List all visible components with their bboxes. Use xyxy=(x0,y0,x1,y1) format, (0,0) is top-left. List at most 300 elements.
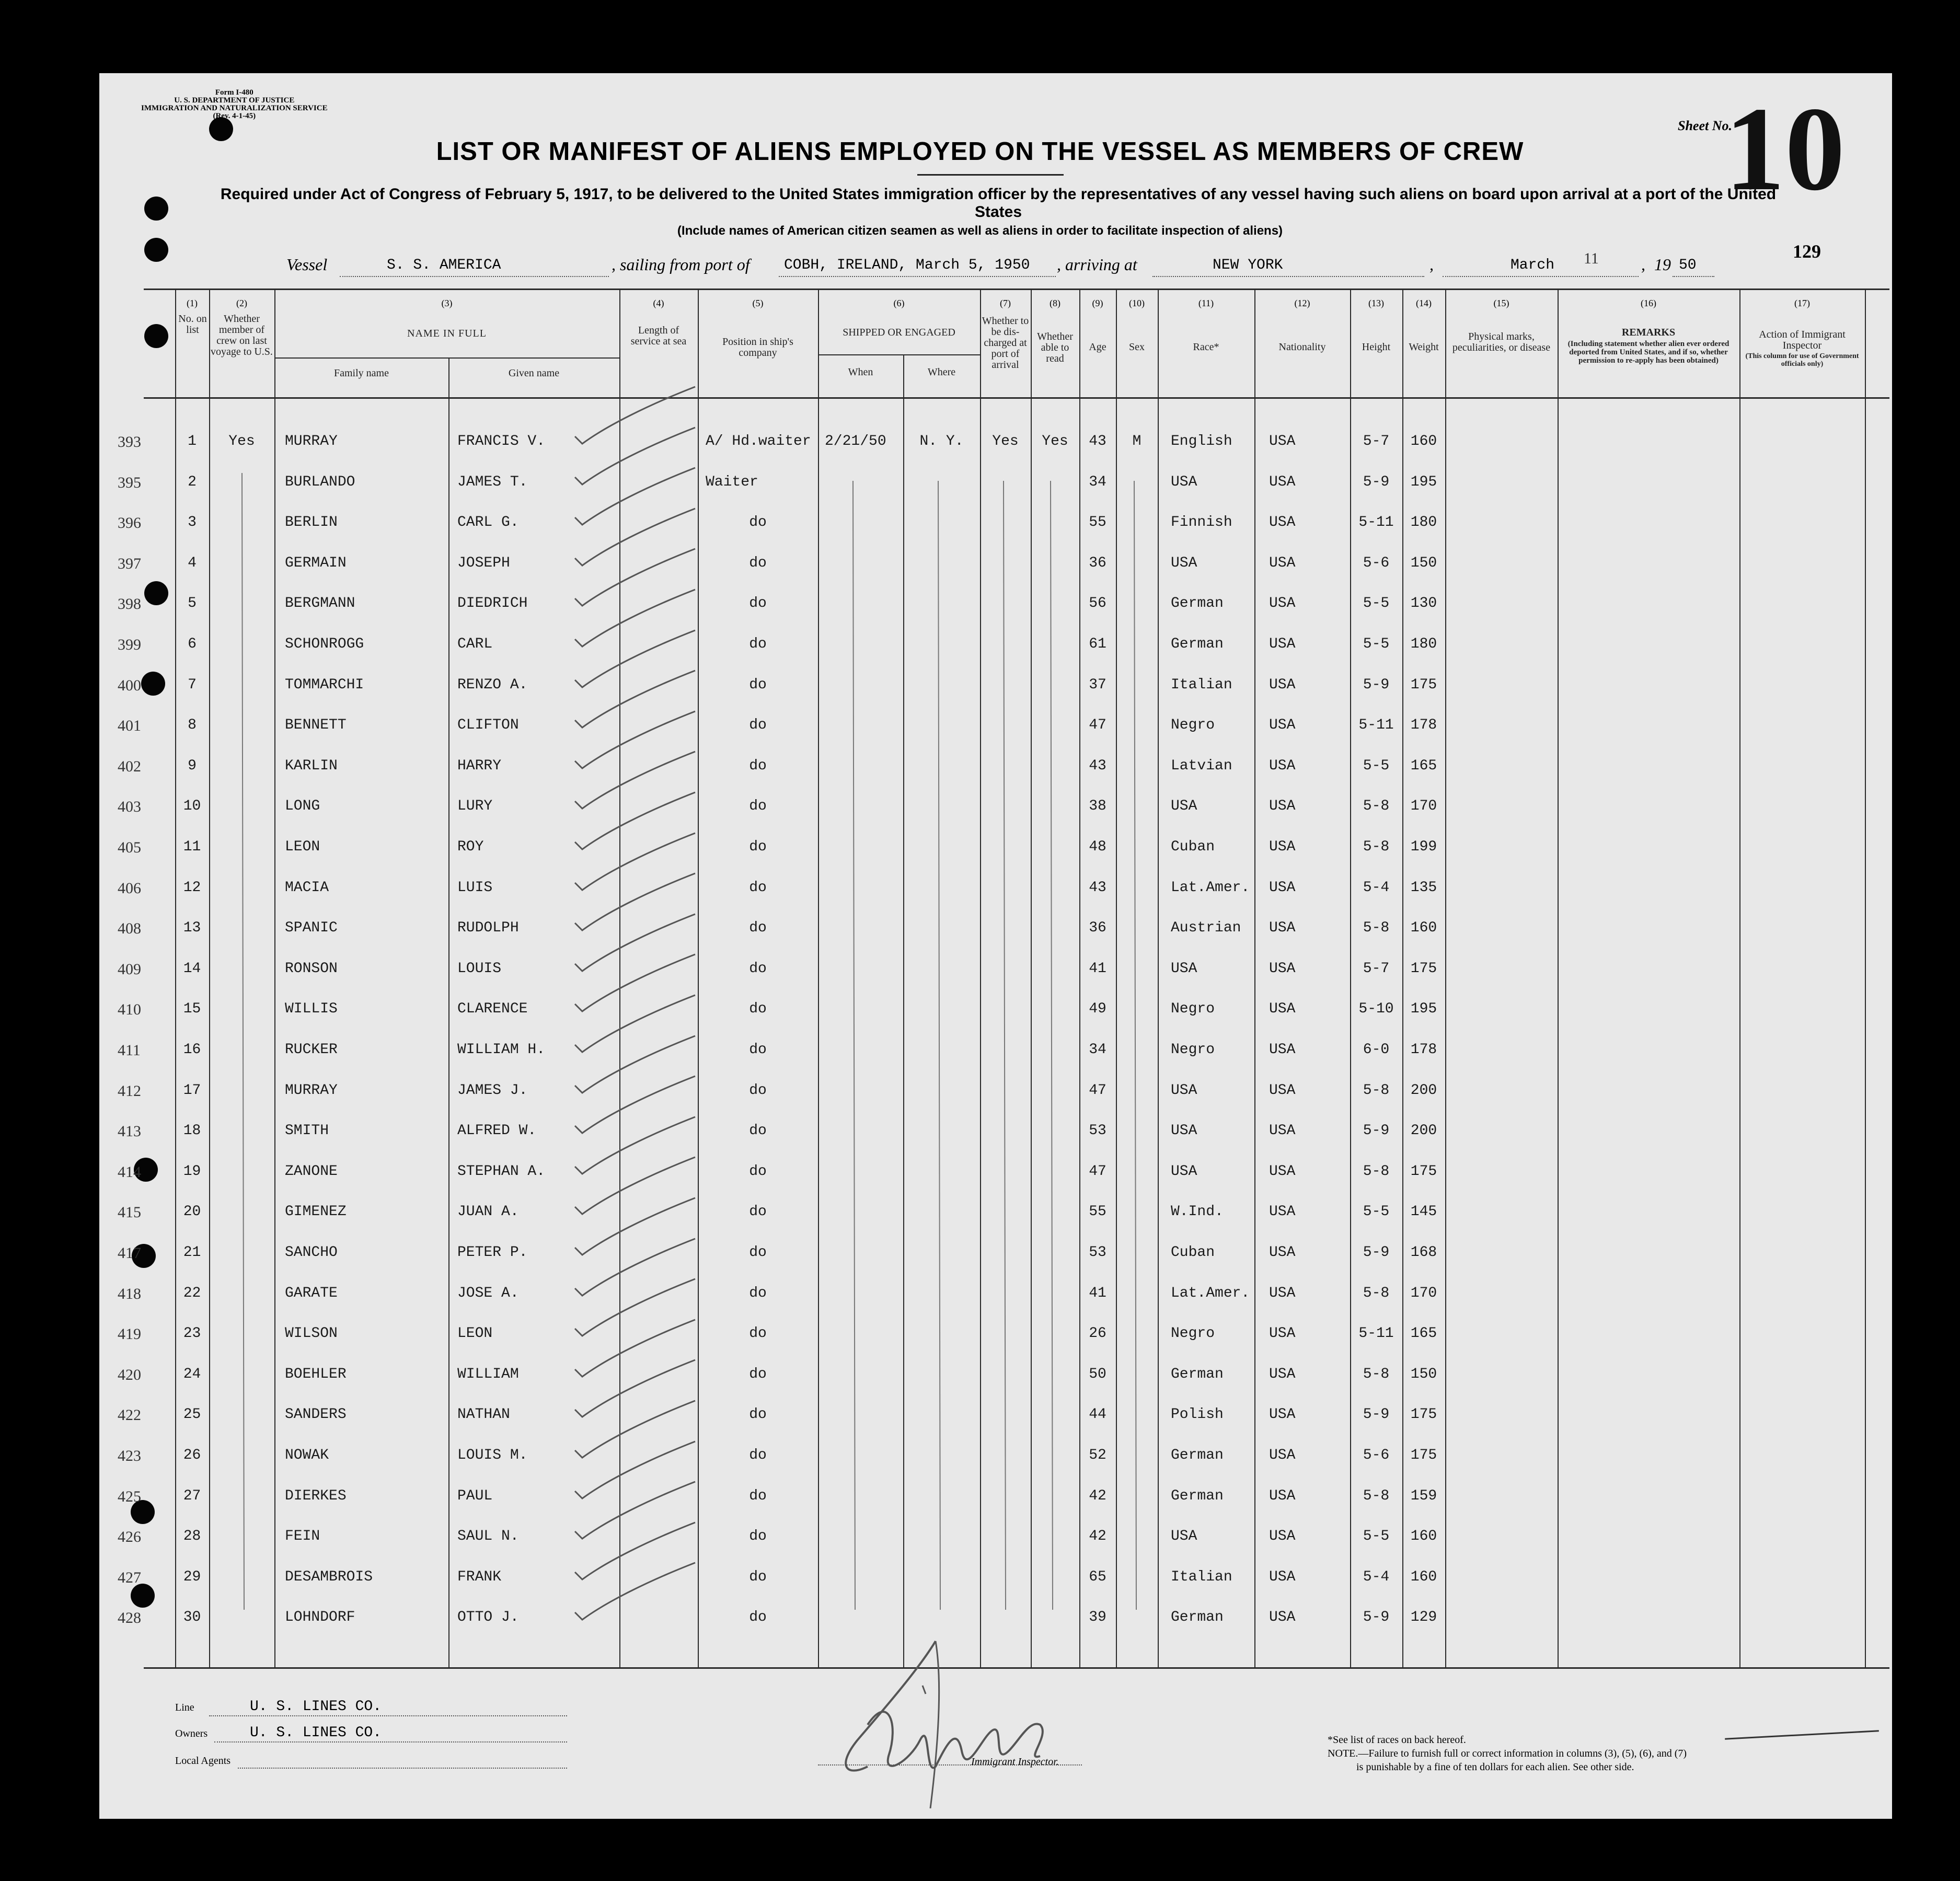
col-head-race: Race* xyxy=(1193,341,1219,353)
row-age: 55 xyxy=(1089,1204,1106,1220)
row-height: 5-9 xyxy=(1363,1244,1390,1261)
row-number: 4 xyxy=(188,555,197,571)
col-num-6: (6) xyxy=(893,298,905,308)
row-nationality: USA xyxy=(1269,677,1296,693)
row-position: do xyxy=(749,514,767,530)
col-head-service: Length of service at sea xyxy=(630,325,687,347)
sailing-port: COBH, IRELAND, March 5, 1950 xyxy=(784,257,1030,273)
row-height: 5-8 xyxy=(1363,1082,1390,1099)
row-given-name: WILLIAM H. xyxy=(457,1042,546,1058)
row-race: Negro xyxy=(1171,1325,1215,1342)
row-nationality: USA xyxy=(1269,961,1296,977)
col-head-age: Age xyxy=(1089,341,1106,353)
row-weight: 150 xyxy=(1410,555,1437,571)
row-position: do xyxy=(749,1488,767,1504)
page-title: LIST OR MANIFEST OF ALIENS EMPLOYED ON THE VESSEL AS MEMBERS OF CREW xyxy=(436,137,1524,166)
row-age: 61 xyxy=(1089,636,1106,652)
row-nationality: USA xyxy=(1269,839,1296,855)
row-given-name: PETER P. xyxy=(457,1244,528,1261)
row-height: 5-11 xyxy=(1358,514,1394,530)
row-family-name: MACIA xyxy=(285,880,329,896)
row-family-name: DESAMBROIS xyxy=(285,1569,373,1585)
arriving-label: , arriving at xyxy=(1057,255,1137,274)
footer-line-label: Line xyxy=(175,1702,194,1713)
row-height: 5-8 xyxy=(1363,839,1390,855)
row-given-name: LEON xyxy=(457,1325,493,1342)
row-height: 5-5 xyxy=(1363,1204,1390,1220)
col-head-family-name: Family name xyxy=(334,367,389,379)
row-family-name: SCHONROGG xyxy=(285,636,364,652)
row-nationality: USA xyxy=(1269,1082,1296,1099)
row-age: 38 xyxy=(1089,798,1106,814)
row-family-name: SPANIC xyxy=(285,920,338,936)
row-weight: 165 xyxy=(1410,1325,1437,1342)
row-position: do xyxy=(749,1325,767,1342)
col-head-height: Height xyxy=(1362,341,1391,353)
row-given-name: NATHAN xyxy=(457,1406,510,1423)
row-nationality: USA xyxy=(1269,1488,1296,1504)
col-head-read: Whether able to read xyxy=(1037,331,1073,364)
row-age: 56 xyxy=(1089,595,1106,611)
row-height: 5-11 xyxy=(1358,1325,1394,1342)
row-race: German xyxy=(1171,636,1224,652)
row-weight: 178 xyxy=(1410,717,1437,733)
row-number: 8 xyxy=(188,717,197,733)
row-position: do xyxy=(749,1042,767,1058)
col-head-given-name: Given name xyxy=(508,367,560,379)
footer-line-rule xyxy=(209,1715,567,1716)
row-number: 29 xyxy=(183,1569,201,1585)
row-margin-number: 395 xyxy=(118,474,141,491)
row-race: German xyxy=(1171,595,1224,611)
row-age: 49 xyxy=(1089,1001,1106,1017)
row-race: Cuban xyxy=(1171,1244,1215,1261)
row-race: Austrian xyxy=(1171,920,1241,936)
row-weight: 160 xyxy=(1410,1528,1437,1544)
row-age: 47 xyxy=(1089,1082,1106,1099)
row-margin-number: 401 xyxy=(118,717,141,734)
col-head-no: No. on list xyxy=(178,313,207,336)
row-nationality: USA xyxy=(1269,1569,1296,1585)
row-given-name: PAUL xyxy=(457,1488,493,1504)
row-height: 5-5 xyxy=(1363,1528,1390,1544)
row-height: 5-5 xyxy=(1363,595,1390,611)
row-age: 39 xyxy=(1089,1609,1106,1625)
row-given-name: JAMES T. xyxy=(457,474,528,490)
row-height: 5-8 xyxy=(1363,1285,1390,1301)
row-weight: 145 xyxy=(1410,1204,1437,1220)
row-position: do xyxy=(749,677,767,693)
col-head-discharged: Whether to be dis-charged at port of arrival xyxy=(982,315,1029,371)
row-margin-number: 414 xyxy=(118,1163,141,1181)
row-height: 5-4 xyxy=(1363,1569,1390,1585)
row-weight: 180 xyxy=(1410,514,1437,530)
row-height: 5-7 xyxy=(1363,433,1390,449)
row-number: 23 xyxy=(183,1325,201,1342)
row-number: 11 xyxy=(183,839,201,855)
row-nationality: USA xyxy=(1269,1609,1296,1625)
row-height: 5-8 xyxy=(1363,1163,1390,1180)
row-number: 20 xyxy=(183,1204,201,1220)
row-height: 5-8 xyxy=(1363,798,1390,814)
row-race: Lat.Amer. xyxy=(1171,1285,1250,1301)
row-number: 14 xyxy=(183,961,201,977)
row-age: 53 xyxy=(1089,1123,1106,1139)
row-family-name: BENNETT xyxy=(285,717,347,733)
row-number: 27 xyxy=(183,1488,201,1504)
col-head-shipped: SHIPPED OR ENGAGED xyxy=(843,327,955,338)
row-margin-number: 420 xyxy=(118,1366,141,1383)
row-given-name: ROY xyxy=(457,839,484,855)
row-given-name: LUIS xyxy=(457,880,493,896)
col-num-2: (2) xyxy=(236,298,247,308)
col-num-17: (17) xyxy=(1794,298,1810,308)
row-nationality: USA xyxy=(1269,758,1296,774)
row-nationality: USA xyxy=(1269,798,1296,814)
row-number: 9 xyxy=(188,758,197,774)
vessel-name: S. S. AMERICA xyxy=(387,257,501,273)
col-num-14: (14) xyxy=(1416,298,1432,308)
row-given-name: FRANCIS V. xyxy=(457,433,546,449)
row-nationality: USA xyxy=(1269,1406,1296,1423)
row-margin-number: 399 xyxy=(118,636,141,653)
row-age: 36 xyxy=(1089,555,1106,571)
row-age: 41 xyxy=(1089,961,1106,977)
row-nationality: USA xyxy=(1269,880,1296,896)
row-age: 53 xyxy=(1089,1244,1106,1261)
row-number: 22 xyxy=(183,1285,201,1301)
row-given-name: DIEDRICH xyxy=(457,595,528,611)
row-family-name: GERMAIN xyxy=(285,555,347,571)
form-revision: (Rev. 4-1-45) xyxy=(213,112,256,120)
row-position: do xyxy=(749,920,767,936)
row-number: 16 xyxy=(183,1042,201,1058)
row-margin-number: 423 xyxy=(118,1447,141,1464)
sheet-label: Sheet No. xyxy=(1678,118,1732,133)
row-position: do xyxy=(749,555,767,571)
row-race: Polish xyxy=(1171,1406,1224,1423)
row-age: 26 xyxy=(1089,1325,1106,1342)
row-weight: 160 xyxy=(1410,920,1437,936)
row-margin-number: 415 xyxy=(118,1204,141,1221)
vessel-label: Vessel xyxy=(286,255,328,274)
row-weight: 170 xyxy=(1410,1285,1437,1301)
form-service: IMMIGRATION AND NATURALIZATION SERVICE xyxy=(141,104,328,112)
row-position: do xyxy=(749,1082,767,1099)
row-position: do xyxy=(749,758,767,774)
row-weight: 175 xyxy=(1410,677,1437,693)
footer-note-races: *See list of races on back hereof. xyxy=(1328,1734,1466,1746)
row-given-name: RENZO A. xyxy=(457,677,528,693)
row-weight: 160 xyxy=(1410,433,1437,449)
arrival-year-prefix: 19 xyxy=(1654,255,1671,274)
row-weight: 135 xyxy=(1410,880,1437,896)
row-nationality: USA xyxy=(1269,1204,1296,1220)
row-nationality: USA xyxy=(1269,595,1296,611)
row-position: do xyxy=(749,636,767,652)
row-height: 5-10 xyxy=(1358,1001,1394,1017)
row-given-name: ALFRED W. xyxy=(457,1123,537,1139)
row-race: Latvian xyxy=(1171,758,1232,774)
row-age: 47 xyxy=(1089,717,1106,733)
row-number: 21 xyxy=(183,1244,201,1261)
row-margin-number: 397 xyxy=(118,555,141,572)
col-head-action-note: (This column for use of Government officials only) xyxy=(1745,352,1859,368)
row-height: 5-11 xyxy=(1358,717,1394,733)
row-number: 15 xyxy=(183,1001,201,1017)
col-num-5: (5) xyxy=(752,298,764,308)
row-given-name: SAUL N. xyxy=(457,1528,519,1544)
row-position: do xyxy=(749,717,767,733)
row-nationality: USA xyxy=(1269,514,1296,530)
row-family-name: BURLANDO xyxy=(285,474,355,490)
row-number: 12 xyxy=(183,880,201,896)
row-nationality: USA xyxy=(1269,717,1296,733)
row-margin-number: 409 xyxy=(118,961,141,978)
row-weight: 150 xyxy=(1410,1366,1437,1382)
col-num-16: (16) xyxy=(1641,298,1656,308)
row-height: 5-8 xyxy=(1363,1488,1390,1504)
row-weight: 160 xyxy=(1410,1569,1437,1585)
col-num-9: (9) xyxy=(1092,298,1103,308)
row-height: 5-9 xyxy=(1363,474,1390,490)
row-given-name: LURY xyxy=(457,798,493,814)
row-position: do xyxy=(749,839,767,855)
row-race: German xyxy=(1171,1447,1224,1463)
row-race: Negro xyxy=(1171,1001,1215,1017)
row-age: 37 xyxy=(1089,677,1106,693)
row-weight: 168 xyxy=(1410,1244,1437,1261)
col-head-weight: Weight xyxy=(1409,341,1439,353)
row-number: 30 xyxy=(183,1609,201,1625)
row-nationality: USA xyxy=(1269,1366,1296,1382)
row-weight: 199 xyxy=(1410,839,1437,855)
row-position: do xyxy=(749,595,767,611)
col-head-position: Position in ship's company xyxy=(722,336,793,359)
row-family-name: WILSON xyxy=(285,1325,338,1342)
row-number: 1 xyxy=(188,433,197,449)
row-age: 42 xyxy=(1089,1488,1106,1504)
row-margin-number: 412 xyxy=(118,1082,141,1100)
row-given-name: STEPHAN A. xyxy=(457,1163,546,1180)
sheet-number: 10 xyxy=(1725,82,1845,215)
row-position: do xyxy=(749,1285,767,1301)
col-head-nationality: Nationality xyxy=(1278,341,1326,353)
row-age: 36 xyxy=(1089,920,1106,936)
row-family-name: GARATE xyxy=(285,1285,338,1301)
row-nationality: USA xyxy=(1269,920,1296,936)
row-family-name: RUCKER xyxy=(285,1042,338,1058)
row-nationality: USA xyxy=(1269,1285,1296,1301)
row-race: Finnish xyxy=(1171,514,1232,530)
row-race: USA xyxy=(1171,555,1197,571)
row-margin-number: 425 xyxy=(118,1488,141,1505)
col-num-15: (15) xyxy=(1493,298,1509,308)
row-position: do xyxy=(749,1123,767,1139)
row-height: 5-5 xyxy=(1363,758,1390,774)
row-number: 2 xyxy=(188,474,197,490)
row-height: 5-6 xyxy=(1363,555,1390,571)
row-family-name: RONSON xyxy=(285,961,338,977)
ditto-stroke xyxy=(1004,481,1006,1610)
row-weight: 165 xyxy=(1410,758,1437,774)
ditto-stroke xyxy=(1134,481,1136,1610)
row-nationality: USA xyxy=(1269,1528,1296,1544)
row-number: 5 xyxy=(188,595,197,611)
row-nationality: USA xyxy=(1269,1163,1296,1180)
row-race: USA xyxy=(1171,474,1197,490)
row-weight: 159 xyxy=(1410,1488,1437,1504)
row-family-name: BOEHLER xyxy=(285,1366,347,1382)
row-position: A/ Hd.waiter xyxy=(706,433,811,449)
col-num-7: (7) xyxy=(1000,298,1011,308)
row-race: Italian xyxy=(1171,1569,1232,1585)
row-family-name: GIMENEZ xyxy=(285,1204,347,1220)
row-margin-number: 408 xyxy=(118,920,141,937)
row-position: do xyxy=(749,1406,767,1423)
row-discharged: Yes xyxy=(992,433,1019,449)
row-weight: 175 xyxy=(1410,961,1437,977)
footer-owners-value: U. S. LINES CO. xyxy=(250,1725,382,1741)
row-age: 34 xyxy=(1089,1042,1106,1058)
row-number: 24 xyxy=(183,1366,201,1382)
row-family-name: TOMMARCHI xyxy=(285,677,364,693)
ditto-stroke xyxy=(1051,481,1053,1610)
row-given-name: JOSEPH xyxy=(457,555,510,571)
row-family-name: SMITH xyxy=(285,1123,329,1139)
row-family-name: LONG xyxy=(285,798,320,814)
row-age: 43 xyxy=(1089,433,1106,449)
row-margin-number: 422 xyxy=(118,1406,141,1424)
row-number: 17 xyxy=(183,1082,201,1099)
row-margin-number: 410 xyxy=(118,1001,141,1018)
row-family-name: NOWAK xyxy=(285,1447,329,1463)
form-number: Form I-480 xyxy=(215,88,253,97)
row-nationality: USA xyxy=(1269,1123,1296,1139)
row-height: 5-4 xyxy=(1363,880,1390,896)
row-sex: M xyxy=(1132,433,1142,449)
row-race: USA xyxy=(1171,1082,1197,1099)
row-nationality: USA xyxy=(1269,636,1296,652)
row-number: 7 xyxy=(188,677,197,693)
row-given-name: LOUIS xyxy=(457,961,502,977)
row-family-name: BERLIN xyxy=(285,514,338,530)
col-num-8: (8) xyxy=(1050,298,1060,308)
row-race: German xyxy=(1171,1609,1224,1625)
row-height: 5-6 xyxy=(1363,1447,1390,1463)
row-age: 55 xyxy=(1089,514,1106,530)
row-race: Negro xyxy=(1171,717,1215,733)
row-family-name: MURRAY xyxy=(285,433,338,449)
row-position: do xyxy=(749,798,767,814)
row-family-name: MURRAY xyxy=(285,1082,338,1099)
row-given-name: CLARENCE xyxy=(457,1001,528,1017)
row-position: do xyxy=(749,1447,767,1463)
ditto-stroke xyxy=(938,481,940,1610)
row-position: do xyxy=(749,1001,767,1017)
row-weight: 175 xyxy=(1410,1406,1437,1423)
page-code: 129 xyxy=(1793,241,1821,262)
footer-owners-label: Owners xyxy=(175,1728,208,1739)
row-age: 47 xyxy=(1089,1163,1106,1180)
row-weight: 200 xyxy=(1410,1123,1437,1139)
row-given-name: JUAN A. xyxy=(457,1204,519,1220)
row-margin-number: 402 xyxy=(118,758,141,775)
row-height: 5-7 xyxy=(1363,961,1390,977)
row-race: Italian xyxy=(1171,677,1232,693)
arrival-month: March xyxy=(1511,257,1555,273)
row-margin-number: 393 xyxy=(118,433,141,451)
row-number: 26 xyxy=(183,1447,201,1463)
row-weight: 175 xyxy=(1410,1163,1437,1180)
row-age: 41 xyxy=(1089,1285,1106,1301)
row-weight: 130 xyxy=(1410,595,1437,611)
row-number: 19 xyxy=(183,1163,201,1180)
row-height: 6-0 xyxy=(1363,1042,1390,1058)
row-shipped-where: N. Y. xyxy=(919,433,964,449)
row-margin-number: 428 xyxy=(118,1609,141,1626)
row-age: 44 xyxy=(1089,1406,1106,1423)
row-race: USA xyxy=(1171,798,1197,814)
row-position: do xyxy=(749,961,767,977)
row-number: 13 xyxy=(183,920,201,936)
row-height: 5-9 xyxy=(1363,1123,1390,1139)
col-head-remarks: REMARKS xyxy=(1621,327,1676,338)
row-position: Waiter xyxy=(706,474,758,490)
row-weight: 195 xyxy=(1410,1001,1437,1017)
row-position: do xyxy=(749,1609,767,1625)
col-head-where: Where xyxy=(927,366,956,378)
row-position: do xyxy=(749,1204,767,1220)
row-family-name: KARLIN xyxy=(285,758,338,774)
row-number: 10 xyxy=(183,798,201,814)
row-height: 5-5 xyxy=(1363,636,1390,652)
row-age: 34 xyxy=(1089,474,1106,490)
row-number: 3 xyxy=(188,514,197,530)
row-position: do xyxy=(749,1244,767,1261)
row-family-name: WILLIS xyxy=(285,1001,338,1017)
row-age: 43 xyxy=(1089,758,1106,774)
arrival-day: 11 xyxy=(1584,250,1599,267)
row-weight: 170 xyxy=(1410,798,1437,814)
row-given-name: CARL G. xyxy=(457,514,519,530)
row-age: 52 xyxy=(1089,1447,1106,1463)
row-margin-number: 405 xyxy=(118,839,141,856)
row-weight: 200 xyxy=(1410,1082,1437,1099)
ditto-stroke xyxy=(853,481,855,1610)
row-nationality: USA xyxy=(1269,1325,1296,1342)
row-race: Lat.Amer. xyxy=(1171,880,1250,896)
col-num-4: (4) xyxy=(653,298,664,308)
row-position: do xyxy=(749,1163,767,1180)
row-age: 43 xyxy=(1089,880,1106,896)
row-able-to-read: Yes xyxy=(1042,433,1068,449)
form-department: U. S. DEPARTMENT OF JUSTICE xyxy=(174,96,295,105)
row-height: 5-9 xyxy=(1363,677,1390,693)
row-given-name: RUDOLPH xyxy=(457,920,519,936)
col-num-13: (13) xyxy=(1368,298,1384,308)
col-num-11: (11) xyxy=(1198,298,1214,308)
row-nationality: USA xyxy=(1269,1042,1296,1058)
arrival-year: 50 xyxy=(1679,257,1697,273)
row-family-name: SANDERS xyxy=(285,1406,347,1423)
row-race: USA xyxy=(1171,1528,1197,1544)
row-family-name: LOHNDORF xyxy=(285,1609,355,1625)
col-head-action: Action of Immigrant Inspector xyxy=(1759,329,1846,351)
footer-line-value: U. S. LINES CO. xyxy=(250,1699,382,1715)
col-head-prev-voyage: Whether member of crew on last voyage to U.S. xyxy=(211,313,273,357)
row-height: 5-8 xyxy=(1363,920,1390,936)
